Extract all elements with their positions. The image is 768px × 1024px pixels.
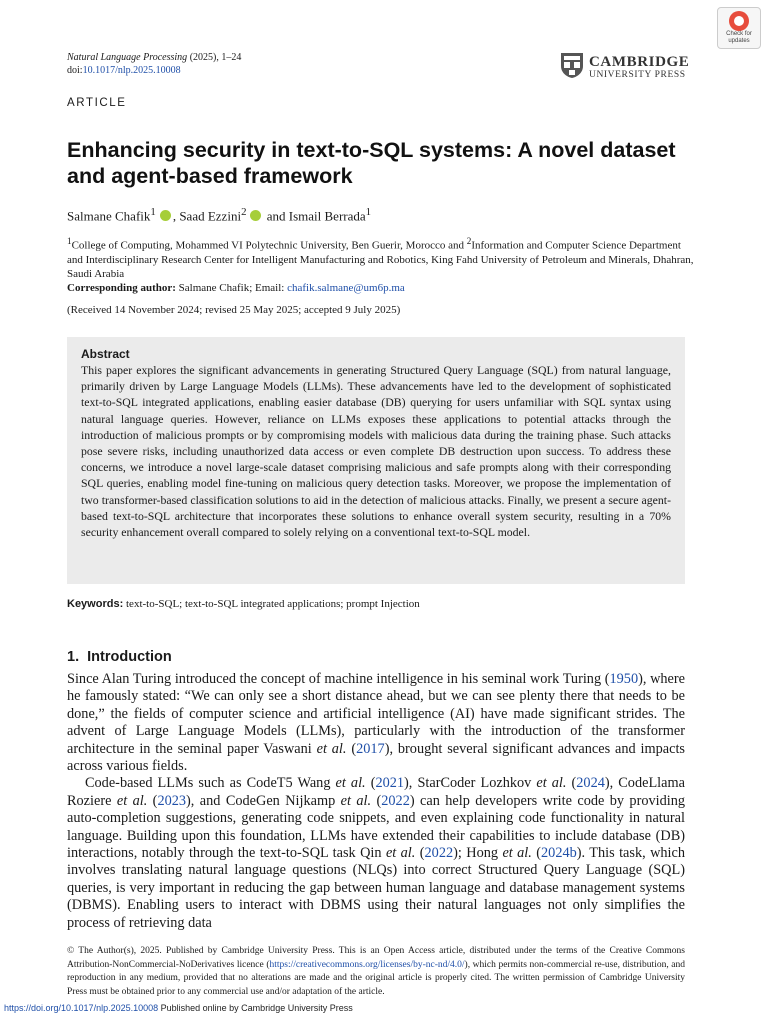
- intro-paragraph-1: Since Alan Turing introduced the concept of machine intelligence in his seminal work Turing (1950), where he famously stated: “We can only see a short distance ahead, but we can see plenty there that needs to be done,” the fields of computer science and artificial intelligence (AI) have made significant strides. The advent of Large Language Models (LLMs), particularly with the introduction of the transformer architecture in the seminal paper Vaswani et al. (2017), brought several significant advances and impacts across various fields.: [67, 671, 685, 775]
- shield-icon: [560, 52, 584, 79]
- badge-line2: updates: [728, 38, 750, 44]
- intro-paragraph-2: Code-based LLMs such as CodeT5 Wang et al. (2021), StarCoder Lozhkov et al. (2024), CodeLlama Roziere et al. (2023), and CodeGen Nijkamp et al. (2022) can help developers write code by providing auto-completion suggestions, generating code snippets, and even explaining code functionality in natural language. Building upon this foundation, LLMs have extended their capabilities to include database (DB) interactions, notably through the text-to-SQL task Qin et al. (2022); Hong et al. (2024b). This task, which involves translating natural language questions (NLQs) into correct Structured Query Language (SQL) queries, is very important in reducing the gap between human language and database management systems (DBMS). Enabling users to interact with DBMS using their natural languages not only simplifies the process of retrieving data: [67, 775, 686, 931]
- doi-footer-text: Published online by Cambridge University Press: [158, 1003, 353, 1013]
- affiliations: [67, 234, 697, 295]
- paper-title: Enhancing security in text-to-SQL systems: A novel dataset and agent-based framework: [67, 138, 676, 188]
- citation-link[interactable]: 2023: [157, 792, 187, 809]
- author-3-sup: 1: [365, 206, 372, 218]
- publisher-name: CAMBRIDGE: [589, 54, 690, 70]
- doi-footer-link[interactable]: https://doi.org/10.1017/nlp.2025.10008: [4, 1003, 159, 1013]
- abstract-box: [67, 337, 685, 584]
- journal-info: (2025), 1–24: [189, 52, 242, 63]
- doi-label: doi:: [67, 65, 83, 76]
- corresponding-text: Salmane Chafik; Email:: [178, 282, 288, 295]
- article-type: ARTICLE: [67, 97, 127, 109]
- author-1: Salmane Chafik: [67, 208, 151, 224]
- orcid-icon[interactable]: [160, 210, 171, 221]
- abstract-text: This paper explores the significant advancements in generating Structured Query Language (SQL) from natural language, primarily driven by Large Language Models (LLMs). These advancements have led to the development of sophisticated text-to-SQL integrated applications, enabling easier database (DB) querying for users unfamiliar with SQL syntax using natural language queries. However, reliance on LLMs exposes these applications to potential attacks through the introduction of malicious prompts or by compromising models with malicious data during the training phase. Such attacks pose severe risks, including unauthorized data access or even complete DB destruction upon success. To address these concerns, we introduce a novel large-scale dataset comprising malicious and safe prompts along with their corresponding SQL queries, enabling model fine-tuning on malicious query detection tasks. Moreover, we propose the implementation of two transformer-based classification solutions to aid in the detection of malicious attacks. Finally, we present a secure agent-based text-to-SQL architecture that incorporates these solutions to enhance overall system security, resulting in a 70% security enhancement overall compared to solely relying on a conventional text-to-SQL model.: [81, 363, 671, 540]
- affil-sup-2: 2: [466, 236, 472, 246]
- section-heading: [67, 649, 172, 665]
- check-for-updates-badge[interactable]: [717, 7, 761, 49]
- affil-1: College of Computing, Mohammed VI Polytechnic University, Ben Guerir, Morocco and: [71, 239, 467, 252]
- author-2: , Saad Ezzini: [172, 208, 242, 224]
- citation-link[interactable]: 2024: [576, 775, 605, 792]
- citation-link[interactable]: 2022: [381, 792, 410, 809]
- section-title: Introduction: [87, 649, 172, 665]
- affil-sup-1: 1: [67, 236, 72, 246]
- citation-link[interactable]: 2024b: [541, 845, 577, 862]
- journal-header: [67, 51, 241, 77]
- keywords: [67, 598, 420, 610]
- received-dates: (Received 14 November 2024; revised 25 May 2025; accepted 9 July 2025): [67, 304, 401, 316]
- doi-footer: [4, 1003, 353, 1013]
- journal-name: Natural Language Processing: [67, 52, 188, 63]
- doi-link[interactable]: 10.1017/nlp.2025.10008: [82, 65, 181, 76]
- citation-link[interactable]: 1950: [609, 671, 639, 687]
- copyright-footnote: © The Author(s), 2025. Published by Cambridge University Press. This is an Open Access article, distributed under the terms of the Creative Commons Attribution-NonCommercial-NoDerivatives licence (https://creativecommons.org/licenses/by-nc-nd/4.0/), which permits non-commercial re-use, distribution, and reproduction in any medium, provided that no alterations are made and the original article is properly cited. The written permission of Cambridge University Press must be obtained prior to any commercial use and/or adaptation of the article.: [67, 946, 685, 997]
- citation-link[interactable]: 2021: [375, 775, 405, 792]
- keywords-label: Keywords:: [67, 598, 124, 610]
- license-link[interactable]: https://creativecommons.org/licenses/by-nc-nd/4.0/: [269, 959, 465, 970]
- author-2-sup: 2: [241, 206, 247, 218]
- author-list: [67, 206, 371, 224]
- crossmark-icon: [729, 11, 749, 31]
- corresponding-label: Corresponding author:: [67, 282, 176, 295]
- email-link[interactable]: chafik.salmane@um6p.ma: [287, 282, 405, 295]
- citation-link[interactable]: 2022: [424, 845, 454, 862]
- abstract-heading: Abstract: [81, 347, 130, 361]
- affil-2: Information and Computer Science Department and Interdisciplinary Research Center for Intelligent Manufacturing and Robotics, King Fahd University of Petroleum and Minerals, Dhahran, Saudi Arabia: [67, 239, 694, 281]
- keywords-text: text-to-SQL; text-to-SQL integrated applications; prompt Injection: [126, 598, 420, 610]
- badge-line1: Check for: [726, 31, 752, 37]
- section-number: 1.: [67, 649, 80, 665]
- author-1-sup: 1: [150, 206, 156, 218]
- publisher-subname: UNIVERSITY PRESS: [589, 70, 686, 80]
- author-3: and Ismail Berrada: [266, 208, 366, 224]
- intro-body: [67, 671, 685, 932]
- cambridge-logo[interactable]: [560, 52, 690, 82]
- citation-link[interactable]: 2017: [356, 740, 385, 757]
- orcid-icon[interactable]: [250, 210, 261, 221]
